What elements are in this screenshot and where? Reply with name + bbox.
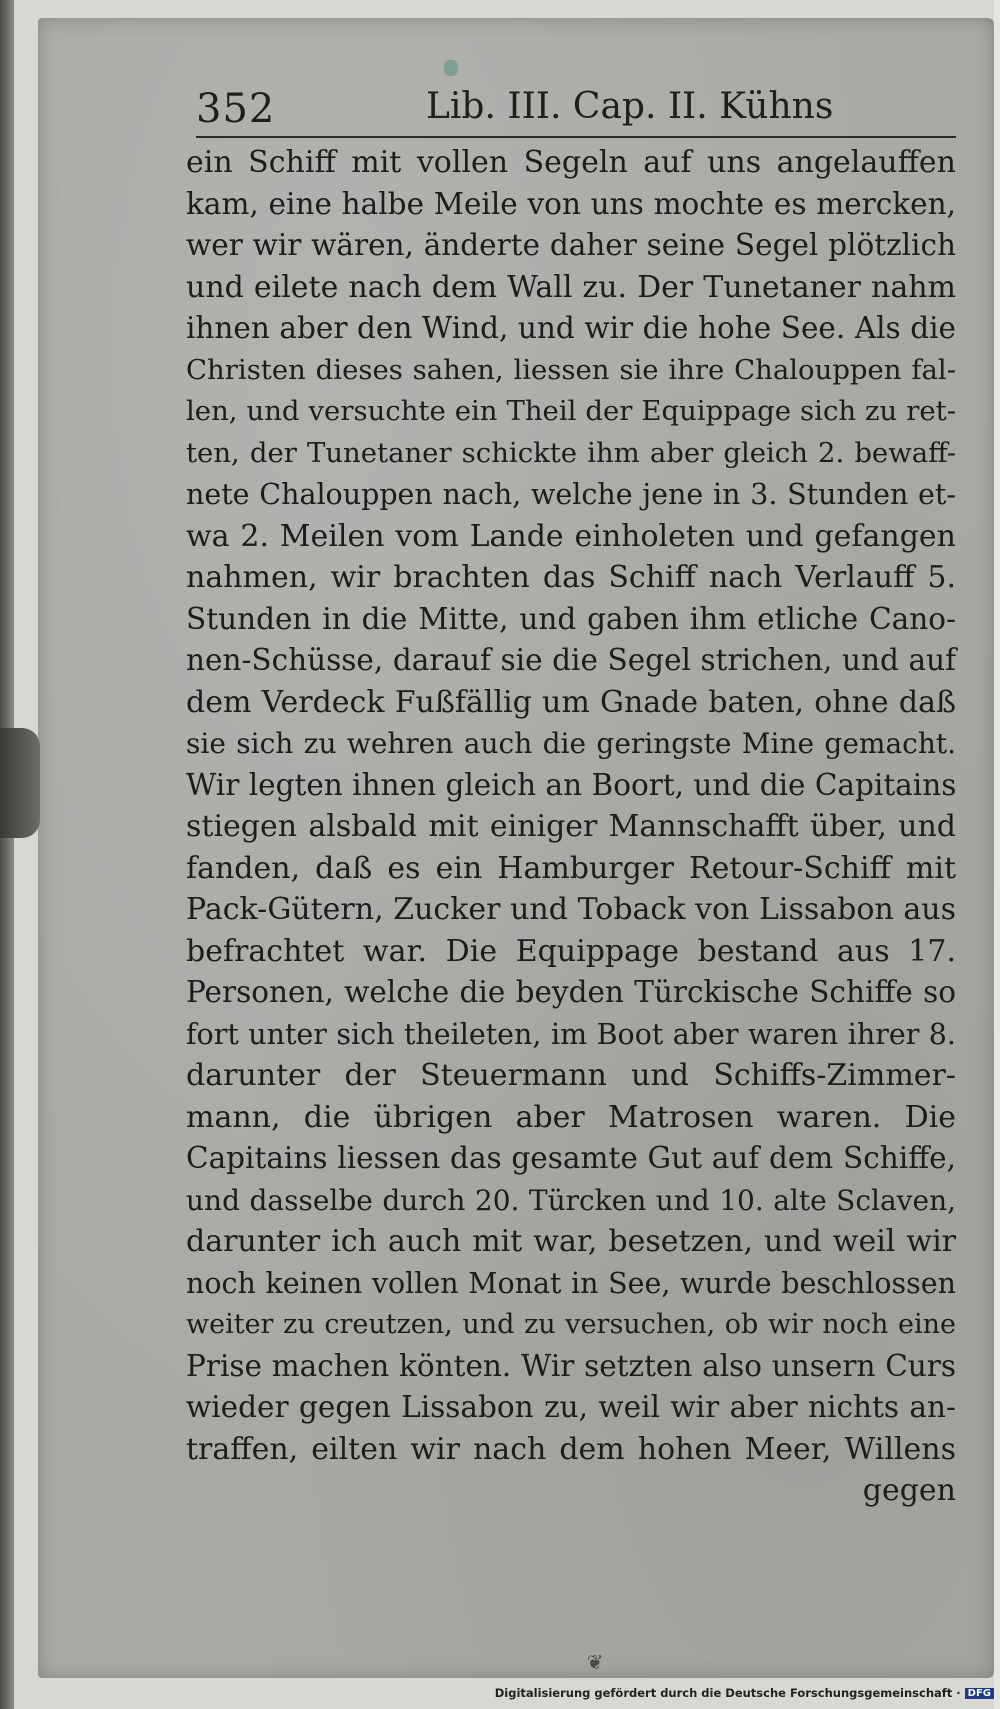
text-line: sie sich zu wehren auch die geringste Mine gemacht. [186, 727, 956, 760]
text-line: nete Chalouppen nach, welche jene in 3. Stunden et- [186, 478, 956, 511]
book-clasp [0, 728, 40, 838]
text-line: weiter zu creutzen, und zu versuchen, ob wir noch eine [186, 1309, 956, 1340]
text-line: nen-Schüsse, darauf sie die Segel strichen, und auf [186, 643, 956, 677]
text-line: Wir legten ihnen gleich an Boort, und die Capitains [186, 767, 957, 802]
text-line: stiegen alsbald mit einiger Mannschafft über, und [186, 809, 956, 844]
text-line: nahmen, wir brachten das Schiff nach Verlauff 5. [186, 560, 956, 595]
text-line: ten, der Tunetaner schickte ihm aber gleich 2. bewaff- [186, 436, 956, 469]
text-line: Capitains liessen das gesamte Gut auf dem Schiffe, [186, 1141, 956, 1175]
text-line: mann, die übrigen aber Matrosen waren. Die [186, 1099, 956, 1135]
text-line: len, und versuchte ein Theil der Equippage sich zu ret- [186, 395, 956, 427]
body-text [186, 142, 956, 1512]
text-line: Personen, welche die beyden Türckische Schiffe so [186, 975, 956, 1009]
text-line: ihnen aber den Wind, und wir die hohe See. Als die [186, 311, 956, 345]
text-line: wieder gegen Lissabon zu, weil wir aber nichts an- [186, 1390, 956, 1424]
text-line: traffen, eilten wir nach dem hohen Meer, Willens [186, 1431, 956, 1467]
text-line: gegen [862, 1473, 956, 1508]
text-line: ein Schiff mit vollen Segeln auf uns angelauffen [186, 145, 956, 180]
running-title: Lib. III. Cap. II. Kühns [426, 86, 834, 127]
text-line: noch keinen vollen Monat in See, wurde beschlossen [186, 1266, 956, 1300]
scan-right-margin [994, 0, 1000, 1709]
text-line: wer wir wären, änderte daher seine Segel plötzlich [186, 228, 956, 262]
digitization-attribution [495, 1686, 994, 1700]
text-line: Prise machen könten. Wir setzten also unsern Curs [186, 1348, 956, 1383]
text-line: und dasselbe durch 20. Türcken und 10. alte Sclaven, [186, 1183, 956, 1217]
header-rule [196, 136, 956, 138]
text-line: dem Verdeck Fußfällig um Gnade baten, ohne daß [186, 684, 956, 720]
text-line: kam, eine halbe Meile von uns mochte es mercken, [186, 186, 956, 221]
text-line: darunter ich auch mit war, besetzen, und weil wir [186, 1224, 956, 1259]
text-line: darunter der Steuermann und Schiffs-Zimmer- [186, 1058, 956, 1093]
text-line: befrachtet war. Die Equippage bestand aus 17. [186, 933, 956, 969]
book-binding-edge [0, 0, 14, 1709]
page-header [196, 78, 956, 142]
attribution-text: Digitalisierung gefördert durch die Deutsche Forschungsgemeinschaft · [494, 1686, 961, 1700]
text-line: fanden, daß es ein Hamburger Retour-Schiff mit [186, 850, 956, 886]
text-line: wa 2. Meilen vom Lande einholeten und gefangen [186, 518, 956, 554]
text-line: Christen dieses sahen, liessen sie ihre Chalouppen fal- [186, 353, 956, 386]
ink-blot-mark [444, 60, 458, 76]
page-number: 352 [196, 86, 276, 132]
text-line: Pack-Gütern, Zucker und Toback von Lissabon aus [186, 892, 956, 927]
text-line: fort unter sich theileten, im Boot aber waren ihrer 8. [186, 1017, 956, 1051]
dfg-logo: DFG [965, 1688, 994, 1699]
ornament-mark: ❦ [586, 1650, 604, 1674]
text-line: und eilete nach dem Wall zu. Der Tunetaner nahm [186, 269, 956, 305]
text-line: Stunden in die Mitte, und gaben ihm etliche Cano- [186, 601, 956, 636]
